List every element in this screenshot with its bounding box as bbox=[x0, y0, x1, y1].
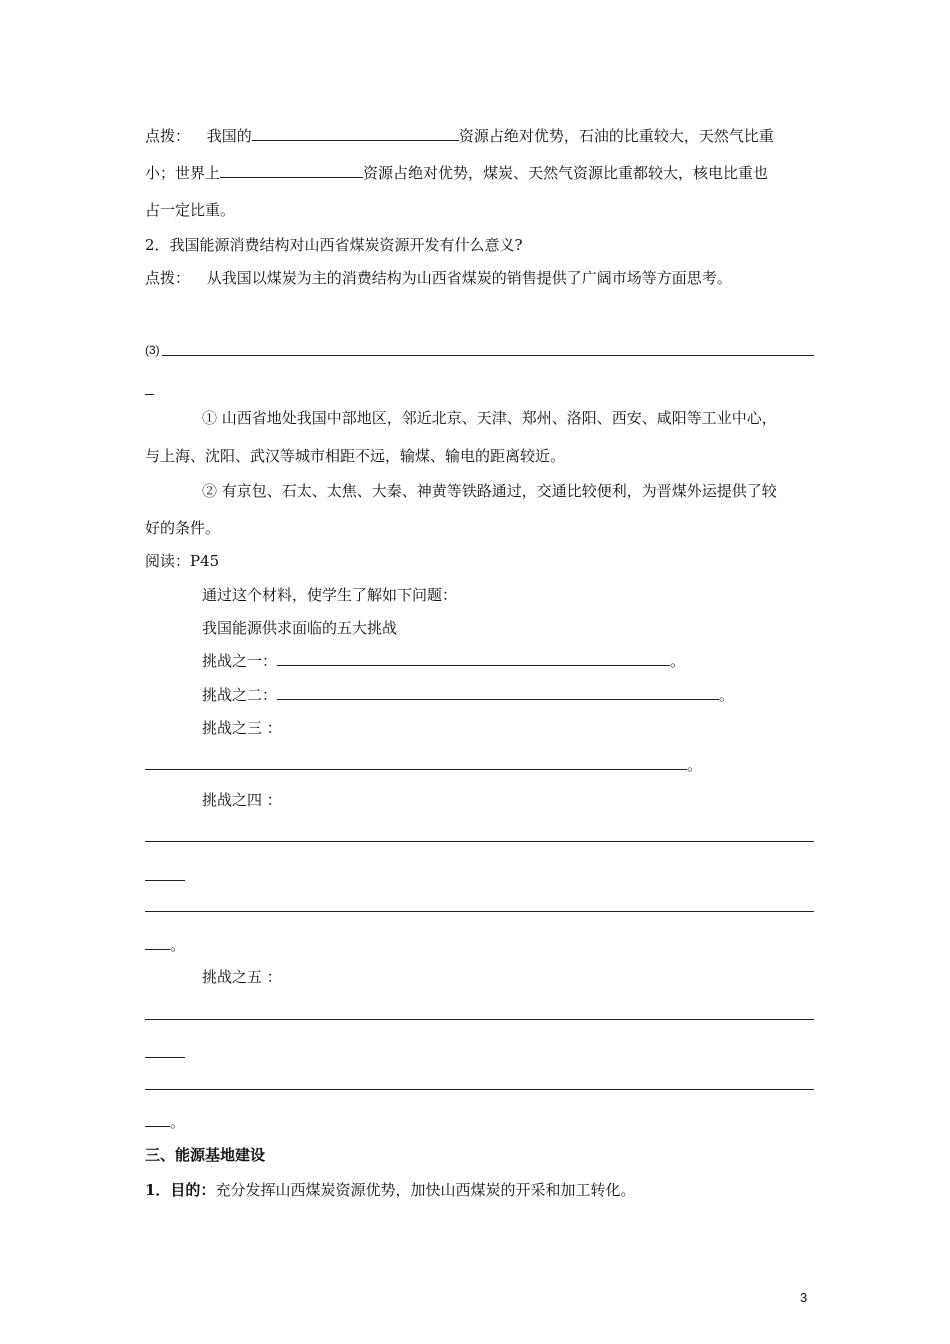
paragraph-transport-1: ② 有京包、石太、太焦、大秦、神黄等铁路通过，交通比较便利，为晋煤外运提供了较 bbox=[202, 482, 777, 500]
challenge-5-line-1[interactable] bbox=[145, 1019, 814, 1020]
challenge-2-blank[interactable] bbox=[277, 685, 719, 700]
challenge-3-answer: 。 bbox=[145, 755, 702, 775]
paragraph-location-1: ① 山西省地处我国中部地区，邻近北京、天津、郑州、洛阳、西安、咸阳等工业中心， bbox=[202, 409, 777, 427]
challenge-5-line-2-tail[interactable] bbox=[145, 1112, 170, 1127]
challenge-4-line-2[interactable] bbox=[145, 911, 814, 912]
question-2-tip: 点拨： 从我国以煤炭为主的消费结构为山西省煤炭的销售提供了广阔市场等方面思考。 bbox=[145, 269, 732, 287]
reading-intro: 通过这个材料，使学生了解如下问题： bbox=[202, 586, 458, 604]
challenge-5-end: 。 bbox=[145, 1112, 185, 1132]
challenge-5: 挑战之五 ： bbox=[202, 968, 282, 986]
reading-heading: 我国能源供求面临的五大挑战 bbox=[202, 619, 398, 637]
paragraph-transport-2: 好的条件。 bbox=[145, 519, 221, 537]
paragraph-location-2: 与上海、沈阳、武汉等城市相距不远，输煤、输电的距离较近。 bbox=[145, 447, 566, 465]
tip-line-1: 点拨： 我国的 资源占绝对优势，石油的比重较大，天然气比重 bbox=[145, 127, 774, 145]
challenge-1: 挑战之一： 。 bbox=[202, 652, 686, 670]
challenge-2: 挑战之二： 。 bbox=[202, 686, 735, 704]
question-3-label: (3) bbox=[145, 343, 160, 357]
challenge-4-line-2-tail[interactable] bbox=[145, 935, 170, 950]
challenge-5-line-2[interactable] bbox=[145, 1089, 814, 1090]
challenge-4-end: 。 bbox=[145, 935, 185, 955]
tip-label: 点拨： bbox=[145, 127, 191, 145]
reading-label: 阅读：P45 bbox=[145, 552, 220, 570]
challenge-3-blank[interactable] bbox=[145, 755, 687, 770]
section-title: 三、能源基地建设 bbox=[145, 1146, 266, 1164]
page-number: 3 bbox=[800, 1290, 808, 1305]
challenge-4-line-1-tail[interactable] bbox=[145, 880, 185, 881]
challenge-4-line-1[interactable] bbox=[145, 841, 814, 842]
challenge-3: 挑战之三 ： bbox=[202, 719, 282, 737]
fill-blank-china-resource[interactable] bbox=[252, 126, 459, 141]
answer-line-3-tail[interactable] bbox=[145, 394, 154, 395]
section-item-1: 1．目的：充分发挥山西煤炭资源优势，加快山西煤炭的开采和加工转化。 bbox=[145, 1181, 636, 1199]
answer-line-3[interactable] bbox=[162, 355, 814, 356]
fill-blank-world-resource[interactable] bbox=[220, 163, 363, 178]
challenge-4: 挑战之四 ： bbox=[202, 791, 282, 809]
challenge-5-line-1-tail[interactable] bbox=[145, 1057, 185, 1058]
tip-line-3: 占一定比重。 bbox=[145, 201, 236, 219]
challenge-1-blank[interactable] bbox=[277, 651, 670, 666]
tip-line-2: 小；世界上 资源占绝对优势，煤炭、天然气资源比重都较大，核电比重也 bbox=[145, 164, 769, 182]
question-2: 2．我国能源消费结构对山西省煤炭资源开发有什么意义? bbox=[145, 236, 523, 254]
